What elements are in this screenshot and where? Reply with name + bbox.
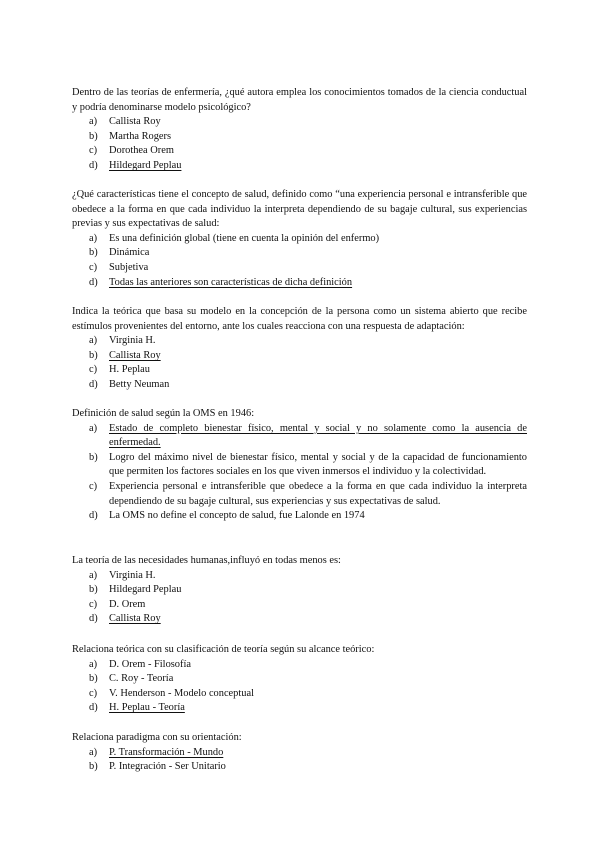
option-letter: c) [89,364,98,376]
option-text: Virginia H. [109,569,156,581]
question-text: Definición de salud según la OMS en 1946: [72,408,255,419]
answer-option [72,598,527,613]
question-text: Indica la teórica que basa su modelo en la concepción de la persona como un sistema abierto que recibe estímulos provenientes del entorno, ante los cuales reacciona con una respuesta de adaptación: [72,306,527,332]
option-letter: c) [89,261,98,273]
option-text: C. Roy - Teoría [109,673,174,685]
option-text: Subjetiva [109,261,149,273]
option-letter: a) [89,746,98,758]
correct-answer-text: Todas las anteriores son características de dicha definición [109,276,353,288]
answer-option [72,746,527,761]
question-text: Relaciona paradigma con su orientación: [72,732,242,743]
answer-options-list [72,422,527,524]
correct-answer-text: Callista Roy [109,613,161,625]
question-text: ¿Qué características tiene el concepto de salud, definido como “una experiencia personal e intransferible que obedece a la forma en que cada individuo la interpreta dependiendo de su bagaje cultural, sus experiencias previas y sus expectativas de salud: [72,189,527,230]
correct-answer-text: P. Transformación - Mundo [109,746,224,758]
option-letter: b) [89,451,98,463]
option-letter: d) [89,613,98,625]
answer-option [72,687,527,702]
option-letter: b) [89,673,98,685]
answer-options-list [72,232,527,290]
correct-answer-text: H. Peplau - Teoría [109,702,185,714]
answer-option [72,334,527,349]
answer-options-list [72,746,527,775]
option-letter: a) [89,335,98,347]
option-letter: d) [89,510,98,522]
option-letter: d) [89,702,98,714]
option-letter: b) [89,349,98,361]
option-letter: b) [89,130,98,142]
option-text: La OMS no define el concepto de salud, fue Lalonde en 1974 [109,510,365,522]
option-letter: c) [89,598,98,610]
option-text: Hildegard Peplau [109,584,182,596]
option-letter: c) [89,145,98,157]
answer-option [72,701,527,716]
answer-option [72,672,527,687]
question-text: Dentro de las teorías de enfermería, ¿qué autora emplea los conocimientos tomados de la ciencia conductual y podría denominarse modelo psicológico? [72,87,527,113]
answer-options-list [72,334,527,392]
option-letter: a) [89,232,98,244]
option-text: P. Integración - Ser Unitario [109,761,226,773]
question-block [72,643,527,716]
answer-option [72,115,527,130]
answer-option [72,144,527,159]
option-letter: a) [89,116,98,128]
question-text: La teoría de las necesidades humanas,influyó en todas menos es: [72,555,341,566]
answer-option [72,760,527,775]
option-letter: d) [89,378,98,390]
question-block [72,731,527,775]
option-text: Experiencia personal e intransferible que obedece a la forma en que cada individuo la interpreta dependiendo de su bagaje cultural, sus experiencias y sus expectativas de salud. [109,480,527,507]
answer-option [72,363,527,378]
option-text: Dinámica [109,247,150,259]
answer-option [72,378,527,393]
option-letter: c) [89,687,98,699]
option-letter: c) [89,480,98,492]
answer-option [72,246,527,261]
correct-answer-text: Callista Roy [109,349,161,361]
answer-options-list [72,115,527,173]
option-letter: b) [89,761,98,773]
option-text: H. Peplau [109,364,150,376]
question-block [72,188,527,290]
answer-option [72,276,527,291]
question-text: Relaciona teórica con su clasificación de teoría según su alcance teórico: [72,644,375,655]
option-letter: d) [89,159,98,171]
question-block [72,305,527,393]
option-letter: b) [89,584,98,596]
answer-option [72,480,527,509]
correct-answer-text: Hildegard Peplau [109,159,182,171]
answer-option [72,612,527,627]
option-text: Es una definición global (tiene en cuenta la opinión del enfermo) [109,232,380,244]
option-letter: a) [89,569,98,581]
answer-option [72,509,527,524]
option-text: Logro del máximo nivel de bienestar físico, mental y social y de la capacidad de funcionamiento que permiten los factores sociales en los que viven inmersos el individuo y la colectividad. [109,451,527,478]
option-text: Dorothea Orem [109,145,174,157]
answer-option [72,658,527,673]
answer-option [72,159,527,174]
answer-option [72,232,527,247]
option-letter: a) [89,658,98,670]
question-block [72,407,527,524]
option-letter: a) [89,422,98,434]
option-text: D. Orem - Filosofía [109,658,191,670]
option-text: Callista Roy [109,116,161,128]
option-text: V. Henderson - Modelo conceptual [109,687,254,699]
answer-option [72,451,527,480]
option-letter: d) [89,276,98,288]
option-text: D. Orem [109,598,146,610]
answer-options-list [72,658,527,716]
answer-option [72,422,527,451]
answer-option [72,349,527,364]
answer-option [72,261,527,276]
question-block [72,86,527,174]
answer-option [72,583,527,598]
answer-options-list [72,569,527,627]
answer-option [72,569,527,584]
option-text: Virginia H. [109,335,156,347]
option-text: Betty Neuman [109,378,170,390]
correct-answer-text: Estado de completo bienestar físico, mental y social y no solamente como la ausencia de enfermedad. [109,422,527,449]
answer-option [72,130,527,145]
option-text: Martha Rogers [109,130,172,142]
option-letter: b) [89,247,98,259]
question-block [72,554,527,627]
